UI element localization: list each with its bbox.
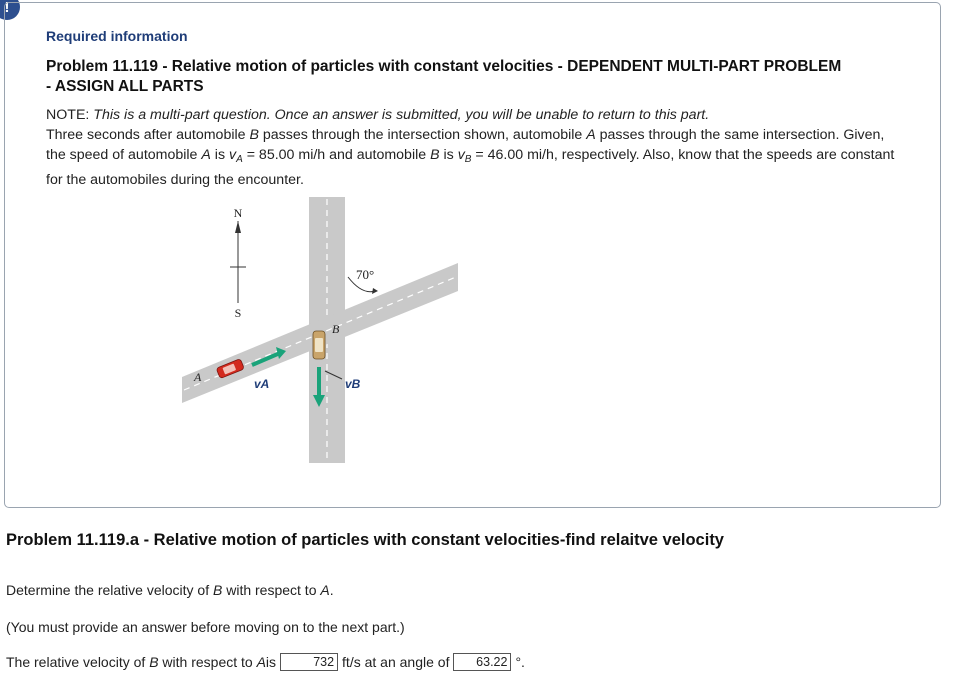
question-part: with respect to [222,582,321,598]
note-text: This is a multi-part question. Once an answer is submitted, you will be unable to return to this part. [93,107,710,123]
var-a: A [586,127,596,143]
answer-row [6,653,525,671]
var-va: v [229,147,237,163]
alert-icon: ! [0,0,20,20]
answer-text: with respect to [162,654,253,670]
answer-text: The relative velocity of [6,654,146,670]
instruction-text: (You must provide an answer before moving on to the next part.) [6,619,405,635]
problem-title: Problem 11.119 - Relative motion of particles with constant velocities - DEPENDENT MULTI-PART PROBLEM - ASSIGN ALL PARTS [46,58,842,95]
var-b: B [249,127,259,143]
desc-text: is [439,147,458,163]
var-a: A [320,582,330,598]
unit-text: ft/s at an angle of [342,654,450,670]
question-part: Determine the relative velocity of [6,582,213,598]
desc-text: passes through the same intersection. Given, the speed of automobile [46,127,885,163]
var-b: B [212,582,223,598]
desc-text: is [210,147,229,163]
var-a: A [256,654,266,670]
label-b: B [332,322,340,336]
velocity-input[interactable]: 732 [280,653,338,671]
angle-input[interactable]: 63.22 [453,653,511,671]
question-text [6,582,334,598]
label-a: A [194,370,202,384]
intersection-figure [180,195,470,465]
var-vb-sub: B [464,154,472,165]
angle-label: 70° [356,267,375,282]
desc-text: passes through the intersection shown, automobile [258,127,587,143]
var-b: B [149,654,159,670]
required-heading: Required information [46,28,188,44]
label-vb: vB [345,377,361,391]
problem-description [46,105,906,190]
answer-text: is [265,654,277,670]
var-a: A [201,147,211,163]
var-b: B [430,147,440,163]
part-title: Problem 11.119.a - Relative motion of particles with constant velocities-find relaitve velocity [6,531,724,549]
desc-text: = 85.00 mi/h and automobile [242,147,431,163]
south-label: S [234,306,242,320]
desc-text: Three seconds after automobile [46,127,250,143]
degree-suffix: °. [515,654,525,670]
question-part: . [329,582,334,598]
var-vb: v [457,147,465,163]
var-va-sub: A [236,154,243,165]
car-b [313,331,325,359]
desc-text: = 46.00 mi/h, respectively. Also, know that the speeds are constant for the automobiles during the encounter. [46,147,895,188]
label-va: vA [254,377,270,391]
note-prefix: NOTE: [46,107,94,123]
north-label: N [233,206,243,220]
